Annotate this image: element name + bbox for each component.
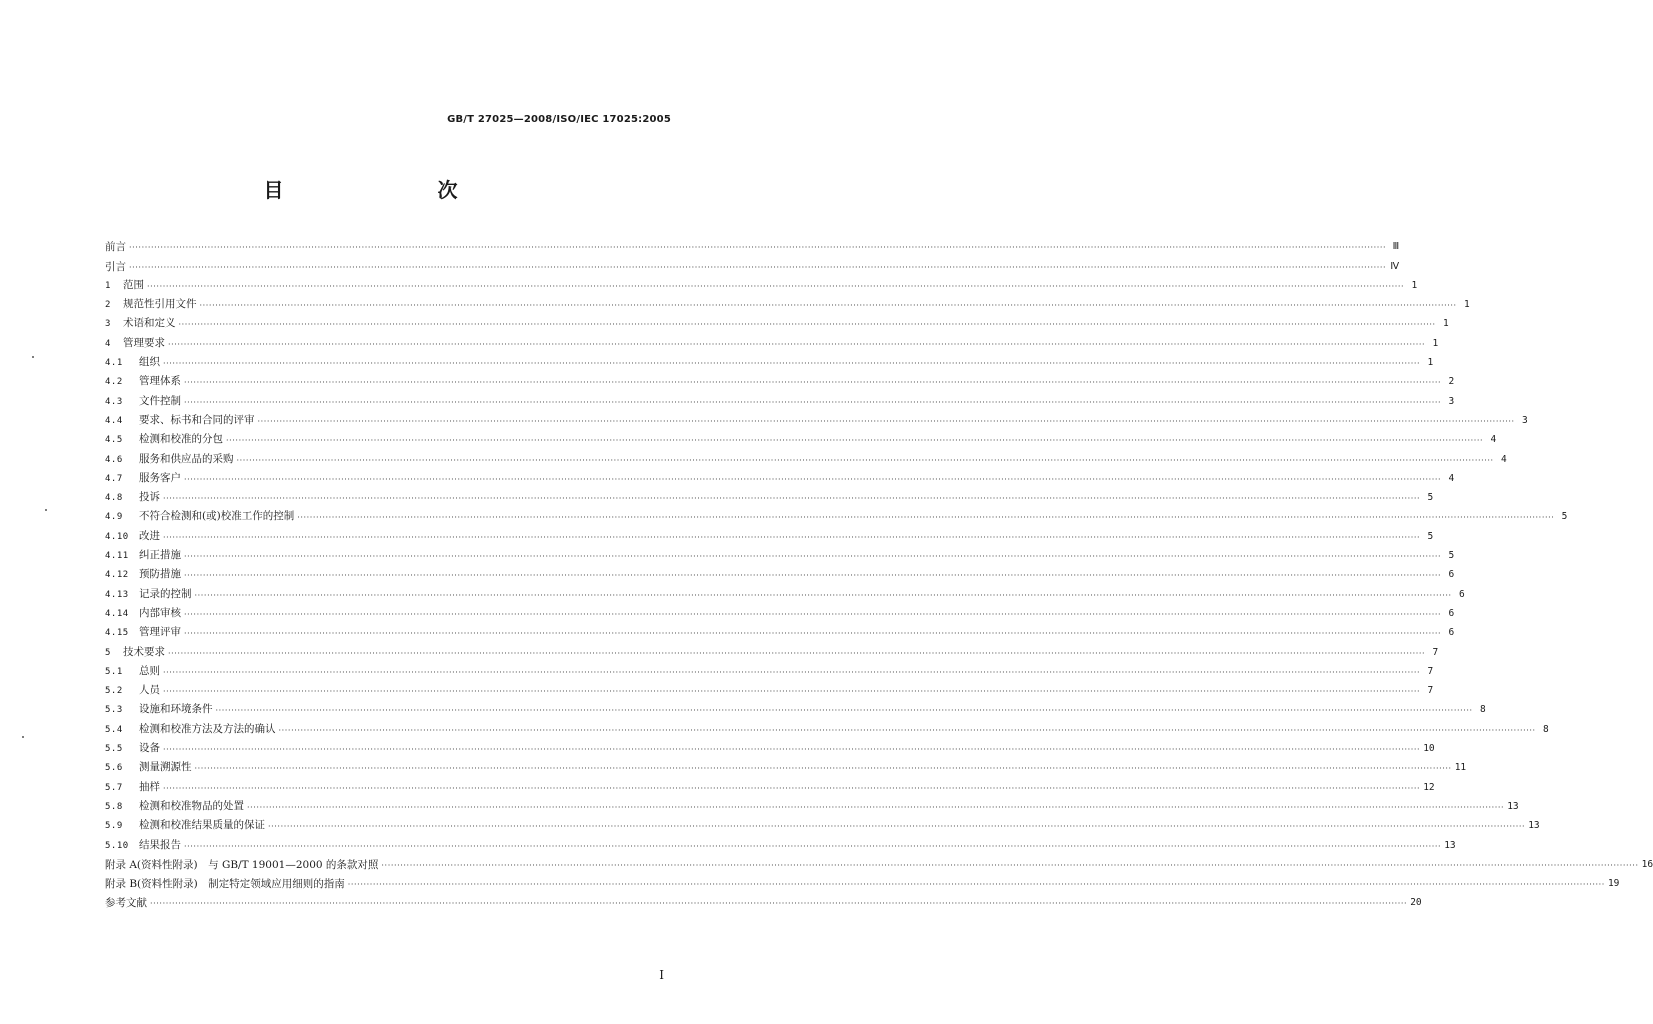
dot-leader: ················································································································································································································································································································································································································ (184, 474, 1442, 484)
toc-entry-label (105, 297, 197, 312)
dot-leader: ················································································································································································································································································································································································································ (163, 745, 1421, 755)
standard-code-header: GB/T 27025—2008/ISO/IEC 17025:2005 (447, 114, 671, 125)
dot-leader: ················································································································································································································································································································································································································ (215, 706, 1473, 716)
toc-entry-page: 4 (1500, 453, 1507, 465)
toc-entry-number: 4.14 (105, 608, 129, 619)
dot-leader: ················································································································································································································································································································································································································ (226, 436, 1484, 446)
dot-leader: ················································································································································································································································································································································································································ (184, 841, 1442, 851)
toc-entry-page: Ⅳ (1390, 260, 1400, 272)
toc-entry-title: 术语和定义 (123, 317, 176, 330)
dot-leader: ················································································································································································································································································································································································································ (184, 629, 1442, 639)
toc-entry-number: 4 (105, 338, 111, 349)
toc-entry-title: 要求、标书和合同的评审 (139, 413, 255, 426)
toc-entry (105, 254, 1400, 273)
toc-entry-number: 4.5 (105, 435, 123, 446)
toc-entry-page: 8 (1542, 723, 1549, 735)
toc-entry-label (105, 664, 160, 679)
toc-entry-page: 13 (1444, 839, 1456, 851)
toc-entry (105, 853, 1653, 872)
toc-entry (105, 679, 1434, 698)
toc-entry-number: 5.2 (105, 686, 123, 697)
dot-leader: ················································································································································································································································································································································································································ (184, 571, 1442, 581)
toc-entry-title: 前言 (105, 241, 126, 254)
toc-entry (105, 640, 1439, 659)
toc-entry (105, 370, 1455, 389)
toc-entry-title: 文件控制 (139, 394, 181, 407)
toc-entry-title: 记录的控制 (139, 587, 192, 600)
toc-entry-number: 2 (105, 300, 111, 311)
toc-entry-label (105, 260, 126, 274)
toc-entry (105, 467, 1455, 486)
toc-entry (105, 621, 1455, 640)
toc-entry-label (105, 645, 165, 660)
toc-entry-page: Ⅲ (1392, 241, 1400, 253)
toc-entry-label (105, 780, 160, 795)
dot-leader: ················································································································································································································································································································································································································ (163, 494, 1421, 504)
toc-entry-title: 测量溯源性 (139, 761, 192, 774)
toc-entry-title: 抽样 (139, 780, 160, 793)
toc-entry (105, 351, 1434, 370)
toc-entry-title: 投诉 (139, 491, 160, 504)
toc-entry-page: 2 (1448, 376, 1455, 388)
toc-entry-label (105, 896, 147, 910)
toc-entry-page: 1 (1432, 337, 1439, 349)
toc-entry-label (105, 567, 181, 582)
toc-entry-title: 规范性引用文件 (123, 298, 197, 311)
toc-entry-title: 检测和校准的分包 (139, 433, 223, 446)
toc-entry-number: 4.11 (105, 551, 129, 562)
toc-entry-title: 服务和供应品的采购 (139, 452, 234, 465)
scan-speck (22, 736, 24, 738)
dot-leader: ················································································································································································································································································································································································································ (129, 243, 1387, 253)
toc-entry (105, 447, 1507, 466)
toc-entry-label (105, 683, 160, 698)
scan-speck (45, 509, 47, 511)
toc-entry (105, 814, 1540, 833)
toc-entry-label (105, 529, 160, 544)
dot-leader: ················································································································································································································································································································································································································ (147, 281, 1405, 291)
toc-entry-number: 4.1 (105, 358, 123, 369)
dot-leader: ················································································································································································································································································································································································································ (297, 513, 1555, 523)
toc-entry-page: 5 (1427, 492, 1434, 504)
toc-entry (105, 660, 1434, 679)
toc-entry-number: 5.1 (105, 666, 123, 677)
toc-entry (105, 775, 1435, 794)
toc-entry-page: 20 (1410, 897, 1422, 909)
toc-entry-page: 1 (1427, 357, 1434, 369)
toc-entry-label (105, 240, 126, 254)
toc-entry-label (105, 316, 176, 331)
toc-entry-title: 技术要求 (123, 645, 165, 658)
toc-entry-label (105, 838, 181, 853)
toc-entry-number: 4.8 (105, 493, 123, 504)
toc-entry-title: 预防措施 (139, 568, 181, 581)
toc-entry-title: 参考文献 (105, 897, 147, 910)
toc-entry-label (105, 432, 223, 447)
toc-entry-number: 4.2 (105, 377, 123, 388)
toc-entry-label (105, 278, 144, 293)
toc-entry-number: 4.13 (105, 589, 129, 600)
dot-leader: ················································································································································································································································································································································································································ (163, 783, 1421, 793)
toc-entry-number: 5 (105, 647, 111, 658)
toc-entry-page: 10 (1423, 743, 1435, 755)
toc-entry-title: 改进 (139, 529, 160, 542)
toc-entry-page: 3 (1448, 395, 1455, 407)
toc-entry (105, 582, 1465, 601)
scan-speck (32, 356, 34, 358)
toc-entry-label (105, 509, 294, 524)
toc-entry-number: 5.3 (105, 705, 123, 716)
toc-entry-number: 4.7 (105, 473, 123, 484)
toc-entry-page: 6 (1448, 569, 1455, 581)
dot-leader: ················································································································································································································································································································································································································ (184, 552, 1442, 562)
toc-entry-number: 4.10 (105, 531, 129, 542)
dot-leader: ················································································································································································································································································································································································································ (194, 590, 1452, 600)
toc-entry-number: 5.8 (105, 801, 123, 812)
toc-entry (105, 524, 1434, 543)
toc-entry-label (105, 336, 165, 351)
toc-entry-page: 19 (1607, 878, 1620, 890)
toc-entry (105, 698, 1486, 717)
dot-leader: ················································································································································································································································································································································································································ (236, 455, 1494, 465)
toc-entry (105, 428, 1497, 447)
toc-entry (105, 872, 1620, 891)
toc-entry-page: 13 (1507, 800, 1519, 812)
toc-entry-label (105, 760, 192, 775)
toc-entry-page: 3 (1521, 414, 1528, 426)
toc-entry (105, 331, 1439, 350)
toc-entry-page: 6 (1458, 588, 1465, 600)
dot-leader: ················································································································································································································································································································································································································ (247, 802, 1505, 812)
toc-entry-number: 5.10 (105, 840, 129, 851)
toc-entry-page: 5 (1448, 550, 1455, 562)
dot-leader: ················································································································································································································································································································································································································ (163, 687, 1421, 697)
dot-leader: ················································································································································································································································································································································································································ (278, 725, 1536, 735)
toc-entry-page: 1 (1442, 318, 1449, 330)
toc-entry-page: 7 (1432, 646, 1439, 658)
dot-leader: ················································································································································································································································································································································································································ (347, 880, 1605, 890)
toc-entry-title: 检测和校准结果质量的保证 (139, 819, 265, 832)
toc-entry-title: 组织 (139, 356, 160, 369)
toc-entry-label (105, 741, 160, 756)
dot-leader: ················································································································································································································································································································································································································ (163, 532, 1421, 542)
toc-entry (105, 505, 1568, 524)
toc-entry-title: 设备 (139, 742, 160, 755)
toc-entry-title: 范围 (123, 278, 144, 291)
toc-entry-label (105, 413, 255, 428)
toc-entry-title: 管理要求 (123, 336, 165, 349)
toc-entry-page: 6 (1448, 627, 1455, 639)
toc-entry-number: 5.5 (105, 744, 123, 755)
toc-entry (105, 717, 1549, 736)
page-title: 目 次 (263, 178, 496, 202)
toc-entry (105, 563, 1455, 582)
toc-entry (105, 312, 1449, 331)
toc-entry-title: 引言 (105, 260, 126, 273)
toc-entry (105, 891, 1422, 910)
toc-entry-number: 4.4 (105, 415, 123, 426)
dot-leader: ················································································································································································································································································································································································································ (381, 860, 1639, 870)
toc-entry (105, 833, 1456, 852)
toc-entry-page: 11 (1454, 762, 1467, 774)
toc-entry-title: 设施和环境条件 (139, 703, 213, 716)
toc-entry (105, 544, 1455, 563)
toc-entry-label (105, 490, 160, 505)
toc-entry (105, 795, 1519, 814)
toc-entry-label (105, 799, 244, 814)
toc-entry-title: 检测和校准方法及方法的确认 (139, 722, 276, 735)
toc-entry-label (105, 394, 181, 409)
toc-entry-page: 12 (1423, 781, 1435, 793)
toc-entry-label (105, 702, 213, 717)
toc-entry (105, 274, 1418, 293)
dot-leader: ················································································································································································································································································································································································································ (168, 339, 1426, 349)
toc-entry (105, 389, 1455, 408)
toc-entry-label (105, 355, 160, 370)
toc-entry-title: 结果报告 (139, 838, 181, 851)
dot-leader: ················································································································································································································································································································································································································ (184, 397, 1442, 407)
toc-entry-number: 5.9 (105, 821, 123, 832)
toc-entry (105, 756, 1467, 775)
toc-entry-title: 附录 A(资料性附录) 与 GB/T 19001—2000 的条款对照 (105, 858, 379, 871)
toc-entry-title: 检测和校准物品的处置 (139, 799, 244, 812)
toc-entry-label (105, 625, 181, 640)
toc-entry-number: 5.6 (105, 763, 123, 774)
dot-leader: ················································································································································································································································································································································································································ (150, 899, 1408, 909)
toc-entry-page: 7 (1427, 685, 1434, 697)
toc-entry (105, 409, 1528, 428)
toc-entry (105, 602, 1455, 621)
toc-entry (105, 486, 1434, 505)
toc-entry-label (105, 471, 181, 486)
toc-entry-title: 总则 (139, 664, 160, 677)
toc-entry-number: 4.12 (105, 570, 129, 581)
toc-entry-number: 5.4 (105, 724, 123, 735)
toc-entry-number: 4.15 (105, 628, 129, 639)
toc-entry-page: 4 (1490, 434, 1497, 446)
toc-entry-title: 管理体系 (139, 375, 181, 388)
toc-entry-label (105, 548, 181, 563)
toc-entry-number: 4.9 (105, 512, 123, 523)
toc-entry-title: 服务客户 (139, 471, 181, 484)
toc-entry-page: 5 (1561, 511, 1568, 523)
toc-entry-number: 1 (105, 280, 111, 291)
toc-entry-label (105, 606, 181, 621)
toc-entry-page: 4 (1448, 472, 1455, 484)
dot-leader: ················································································································································································································································································································································································································ (257, 416, 1515, 426)
toc-entry-page: 8 (1479, 704, 1486, 716)
toc-entry-title: 不符合检测和(或)校准工作的控制 (139, 510, 295, 523)
toc-entry-title: 管理评审 (139, 626, 181, 639)
toc-entry-label (105, 818, 265, 833)
toc-entry-label (105, 452, 234, 467)
toc-entry-number: 5.7 (105, 782, 123, 793)
toc-entry-number: 3 (105, 319, 111, 330)
toc-entry-label (105, 374, 181, 389)
toc-entry-page: 6 (1448, 607, 1455, 619)
table-of-contents (105, 235, 1653, 910)
toc-entry (105, 737, 1435, 756)
dot-leader: ················································································································································································································································································································································································································ (184, 378, 1442, 388)
toc-entry-page: 1 (1463, 299, 1470, 311)
dot-leader: ················································································································································································································································································································································································································ (194, 764, 1452, 774)
toc-entry-page: 5 (1427, 530, 1434, 542)
toc-entry-number: 4.6 (105, 454, 123, 465)
dot-leader: ················································································································································································································································································································································································································ (184, 609, 1442, 619)
toc-entry-label (105, 722, 276, 737)
toc-entry-page: 7 (1427, 665, 1434, 677)
toc-entry-label (105, 858, 378, 872)
toc-entry-page: 1 (1411, 279, 1418, 291)
toc-entry (105, 293, 1470, 312)
toc-entry-page: 16 (1641, 858, 1653, 870)
dot-leader: ················································································································································································································································································································································································································ (178, 320, 1436, 330)
toc-entry-title: 人员 (139, 684, 160, 697)
toc-entry (105, 235, 1400, 254)
toc-entry-title: 内部审核 (139, 606, 181, 619)
toc-entry-number: 4.3 (105, 396, 123, 407)
toc-entry-page: 13 (1528, 820, 1540, 832)
toc-entry-title: 附录 B(资料性附录) 制定特定领域应用细则的指南 (105, 878, 345, 891)
dot-leader: ················································································································································································································································································································································································································ (163, 359, 1421, 369)
dot-leader: ················································································································································································································································································································································································································ (168, 648, 1426, 658)
page-number: I (659, 968, 664, 982)
toc-entry-label (105, 877, 345, 891)
dot-leader: ················································································································································································································································································································································································································ (199, 301, 1457, 311)
toc-entry-label (105, 587, 192, 602)
toc-entry-title: 纠正措施 (139, 549, 181, 562)
dot-leader: ················································································································································································································································································································································································································ (268, 822, 1526, 832)
dot-leader: ················································································································································································································································································································································································································ (163, 667, 1421, 677)
dot-leader: ················································································································································································································································································································································································································ (129, 262, 1387, 272)
